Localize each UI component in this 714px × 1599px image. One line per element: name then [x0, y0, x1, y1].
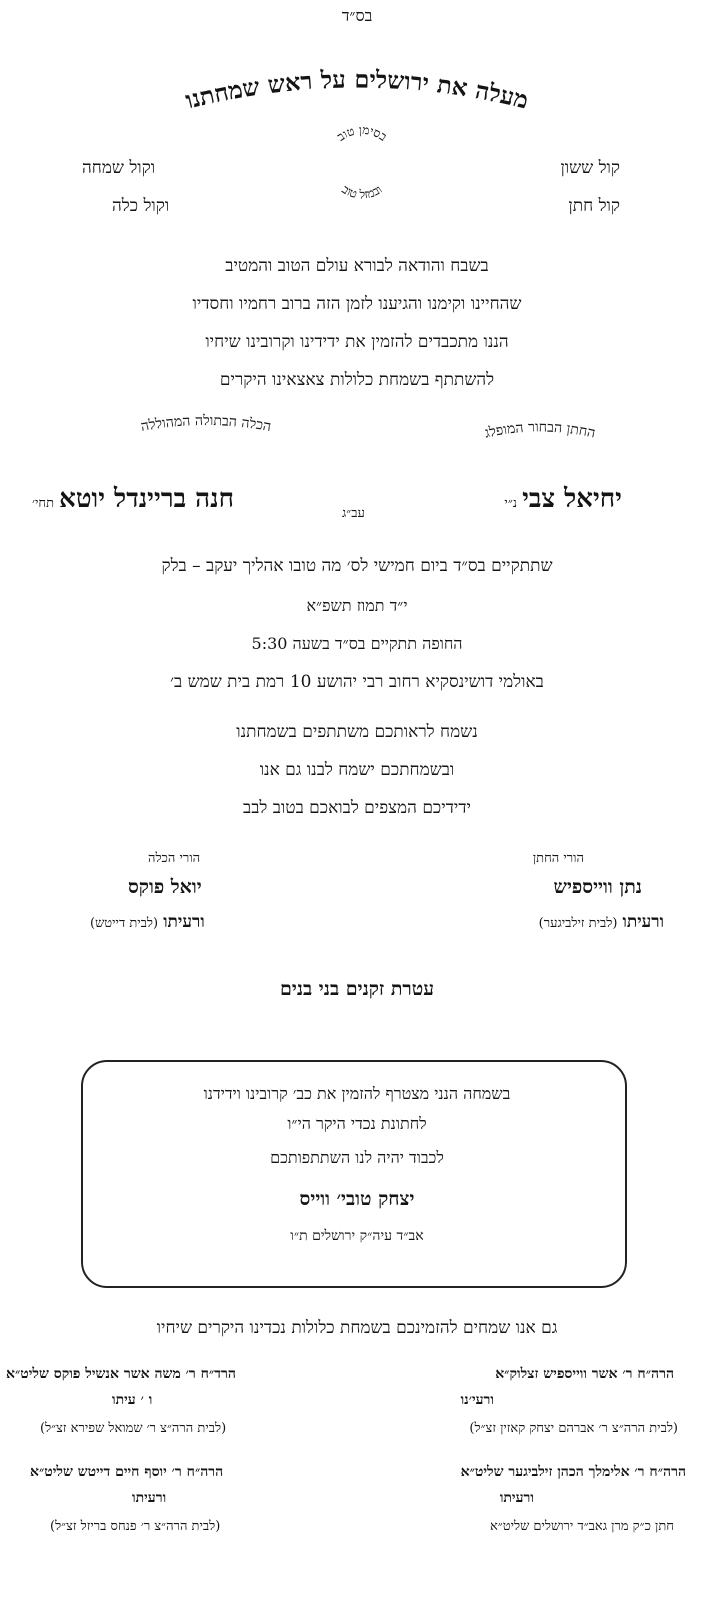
grandparents-intro: גם אנו שמחים להזמינכם בשמחת כלולות נכדינו היקרים שיחיו — [156, 1318, 558, 1338]
gp2-name: הרד״ח ר׳ משה אשר אנשיל פוקס שליט״א — [6, 1366, 236, 1382]
closing-line-3: ידידיכם המצפים לבואכם בטוב לבב — [243, 798, 471, 818]
gp1-wife: ורעי׳נו — [460, 1392, 494, 1408]
groom-suffix: נ״י — [504, 496, 517, 511]
intro-line-4: להשתתף בשמחת כלולות צאצאינו היקרים — [219, 370, 495, 390]
gp2-wife: ו ׳ עיתו — [112, 1392, 153, 1408]
seal-top-text: בסימן טוב — [334, 122, 390, 144]
svg-text:הכלה הבתולה המהוללה — [140, 413, 273, 435]
bride-mother — [90, 912, 205, 932]
bride-suffix: תחי׳ — [32, 496, 55, 511]
box-line-1: בשמחה הנני מצטרף להזמין את כב׳ קרובינו וידידנו — [203, 1084, 511, 1103]
bride-father: יואל פוקס — [128, 876, 202, 898]
groom-name: יחיאל צבי — [522, 484, 622, 514]
groom-parents-label: הורי החתן — [532, 851, 584, 866]
gp2-family: (לבית הרה״צ ר׳ שמואל שפירא זצ״ל) — [40, 1421, 227, 1436]
bride-mother-family: (לבית דייטש) — [90, 916, 159, 931]
couple-titles — [0, 0, 714, 470]
bride-name: חנה בריינדל יוטא — [59, 484, 234, 514]
event-line-1: שתתקיים בס״ד ביום חמישי לס׳ מה טובו אהליך יעקב – בלק — [161, 556, 553, 576]
box-title: אב״ד עיה״ק ירושלים ת״ו — [290, 1228, 424, 1244]
gp1-name: הרה״ח ר׳ אשר ווייספיש זצלוק״א — [495, 1366, 674, 1382]
box-line-3: לכבוד יהיה לנו השתתפותכם — [270, 1148, 444, 1167]
intro-line-1: בשבח והודאה לבורא עולם הטוב והמטיב — [225, 256, 489, 276]
svg-text:החתן הבחור המופלג — [483, 419, 597, 441]
groom-mother — [539, 912, 664, 932]
left-verse-1: וקול שמחה — [82, 158, 156, 178]
gp3-name: הרה״ח ר׳ אלימלך הכהן זילביגער שליט״א — [460, 1464, 686, 1480]
box-name: יצחק טובי׳ ווייס — [299, 1188, 415, 1210]
intro-line-3: הננו מתכבדים להזמין את ידידינו וקרובינו שיחיו — [205, 332, 509, 352]
groom-title: החתן הבחור המופלג — [483, 419, 597, 442]
gp4-family: (לבית הרה״צ ר׳ פנחס בריזל זצ״ל) — [50, 1519, 221, 1534]
event-venue: באולמי דושינסקיא רחוב רבי יהושע 10 רמת בית שמש ב׳ — [170, 672, 544, 692]
grandparents-heading: עטרת זקנים בני בנים — [280, 978, 434, 1000]
groom-father: נתן ווייספיש — [553, 876, 642, 898]
bride-parents-label: הורי הכלה — [148, 851, 201, 866]
bride-title: הכלה הבתולה המהוללה — [139, 412, 273, 436]
groom-mother-wife: ורעיתו — [622, 912, 664, 932]
left-verse-2: וקול כלה — [112, 196, 170, 216]
gp1-family: (לבית הרה״צ ר׳ אברהם יצחק קאזין זצ״ל) — [469, 1421, 678, 1436]
groom-block — [504, 484, 622, 514]
groom-mother-family: (לבית זילביגער) — [538, 916, 618, 931]
bride-mother-wife: ורעיתו — [163, 912, 205, 932]
right-verse-1: קול ששון — [560, 158, 620, 178]
bsd-mark: בס״ד — [341, 6, 373, 25]
event-date: י״ד תמוז תשפ״א — [306, 596, 408, 615]
gp3-family: חתן כ״ק מרן גאב״ד ירושלים שליט״א — [489, 1519, 674, 1534]
gp4-name: הרה״ח ר׳ יוסף חיים דייטש שליט״א — [30, 1464, 224, 1480]
gp4-wife: ורעיתו — [132, 1490, 167, 1506]
connector: עב״ג — [342, 506, 365, 521]
intro-line-2: שהחיינו וקימנו והגיענו לזמן הזה ברוב רחמיו וחסדיו — [192, 294, 522, 314]
gp3-wife: ורעיתו — [499, 1490, 534, 1506]
invitation-title: מעלה את ירושלים על ראש שמחתנו — [182, 64, 532, 115]
event-time: החופה תתקיים בס״ד בשעה 5:30 — [251, 634, 463, 653]
right-verse-2: קול חתן — [568, 196, 620, 216]
seal-bottom-text: ובמזל טוב — [339, 182, 385, 202]
box-line-2: לחתונת נכדי היקר הי״ו — [287, 1114, 427, 1133]
bride-block — [32, 484, 234, 514]
closing-line-1: נשמח לראותכם משתתפים בשמחתנו — [236, 722, 478, 742]
closing-line-2: ובשמחתכם ישמח לבנו גם אנו — [259, 760, 455, 780]
